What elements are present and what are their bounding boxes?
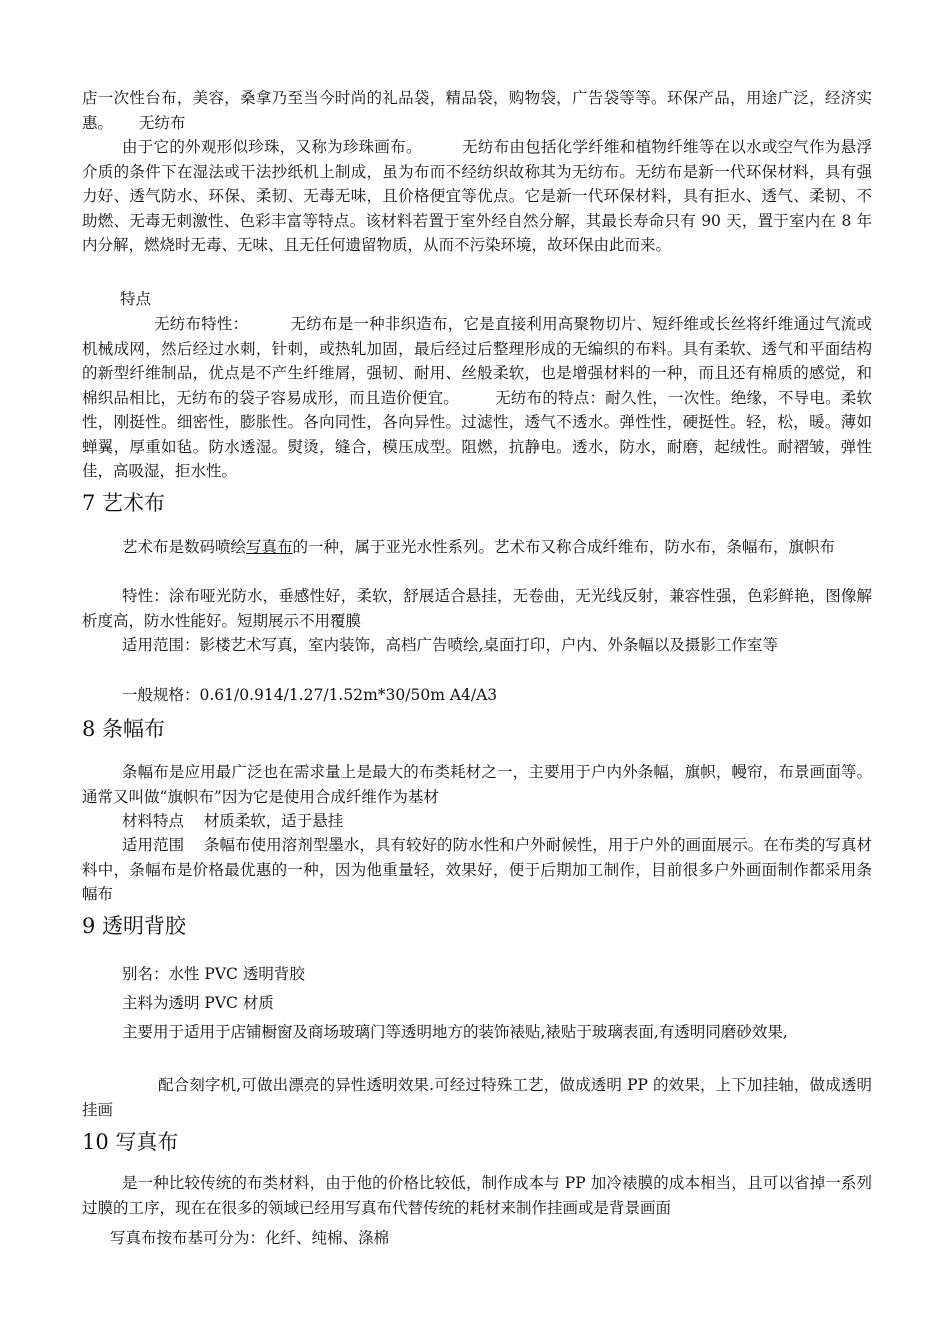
section-8-heading: 8 条幅布 — [82, 717, 166, 741]
section-10-p2: 写真布按布基可分为：化纤、纯棉、涤棉 — [110, 1229, 390, 1247]
features-label: 特点 — [120, 290, 152, 308]
features-list: 无纺布的特点：耐久性，一次性。绝缘，不导电。柔软性，刚挺性。细密性，膨胀性。各向同性，各向异性。过滤性，透气不透水。弹性性，硬挺性。轻，松，暖。薄如蝉翼，厚重如毡。防水透湿。熨烫，缝合，模压成型。阻燃，抗静电。透水，防水，耐磨，起绒性。耐褶皱，弹性佳，高吸湿，拒水性。 — [82, 388, 872, 480]
section-8-p3: 适用范围 条幅布使用溶剂型墨水，具有较好的防水性和户外耐候性，用于户外的画面展示。在布类的写真材料中，条幅布是价格最优惠的一种，因为他重量轻，效果好，便于后期加工制作，目前很多户外画面制作都采用条幅布 — [82, 836, 872, 903]
section-7-p1-b: 的一种，属于亚光水性系列。艺术布又称合成纤维布，防水布，条幅布，旗帜布 — [292, 538, 836, 556]
section-8-p1: 条幅布是应用最广泛也在需求量上是最大的布类耗材之一，主要用于户内外条幅，旗帜，幔帘，布景画面等。通常又叫做“旗帜布”因为它是使用合成纤维作为基材 — [82, 763, 872, 806]
features-paragraph — [82, 312, 872, 484]
section-7-p2: 特性：涂布哑光防水，垂感性好，柔软，舒展适合悬挂，无卷曲，无光线反射，兼容性强，色彩鲜艳，图像解析度高，防水性能好。短期展示不用覆膜 — [82, 587, 872, 630]
section-9-p2: 主料为透明 PVC 材质 — [122, 994, 274, 1012]
section-7-p1-a: 艺术布是数码喷绘 — [122, 538, 247, 556]
section-9-p3: 主要用于适用于店铺橱窗及商场玻璃门等透明地方的装饰裱贴,裱贴于玻璃表面,有透明同磨砂效果, — [122, 1023, 788, 1041]
section-10-heading: 10 写真布 — [82, 1130, 179, 1154]
features-body: 无纺布是一种非织造布，它是直接利用高聚物切片、短纤维或长丝将纤维通过气流或机械成网，然后经过水刺，针刺，或热轧加固，最后经过后整理形成的无编织的布料。具有柔软、透气和平面结构的新型纤维制品，优点是不产生纤维屑，强韧、耐用、丝般柔软，也是增强材料的一种，而且还有棉质的感觉，和棉织品相比，无纺布的袋子容易成形，而且造价便宜。 — [82, 315, 872, 407]
pearl-paragraph — [82, 135, 872, 258]
section-7-heading: 7 艺术布 — [82, 491, 166, 515]
section-8-p2: 材料特点 材质柔软，适于悬挂 — [122, 812, 344, 830]
section-10-p1: 是一种比较传统的布类材料，由于他的价格比较低，制作成本与 PP 加冷裱膜的成本相当，且可以省掉一系列过膜的工序，现在在很多的领域已经用写真布代替传统的耗材来制作挂画或是背景画面 — [82, 1174, 872, 1217]
intro-term: 无纺布 — [139, 113, 186, 132]
intro-text: 店一次性台布，美容，桑拿乃至当今时尚的礼品袋，精品袋，购物袋，广告袋等等。环保产品，用途广泛，经济实惠。 — [82, 89, 872, 132]
section-9-p4: 配合刻字机,可做出漂亮的异性透明效果.可经过特殊工艺，做成透明 PP 的效果，上下加挂轴，做成透明挂画 — [82, 1076, 872, 1119]
photo-cloth-link[interactable]: 写真布 — [246, 538, 293, 556]
features-head: 无纺布特性： — [154, 315, 249, 333]
intro-paragraph — [82, 86, 872, 135]
section-7-p1 — [82, 535, 872, 560]
definition-text: 无纺布由包括化学纤维和植物纤维等在以水或空气作为悬浮介质的条件下在湿法或干法抄纸机上制成，虽为布而不经纺织故称其为无纺布。无纺布是新一代环保材料，具有强力好、透气防水、环保、柔韧、无毒无味，且价格便宜等优点。它是新一代环保材料，具有拒水、透气、柔韧、不助燃、无毒无刺激性、色彩丰富等特点。该材料若置于室外经自然分解，其最长寿命只有 90 天，置于室内在 8 年内分解，燃烧时无毒、无味、且无任何遗留物质，从而不污染环境，故环保由此而来。 — [82, 138, 872, 254]
section-9-heading: 9 透明背胶 — [82, 914, 187, 938]
section-7-p4: 一般规格：0.61/0.914/1.27/1.52m*30/50m A4/A3 — [122, 686, 498, 704]
section-7-p3: 适用范围：影楼艺术写真，室内装饰，高档广告喷绘,桌面打印，户内、外条幅以及摄影工作室等 — [122, 636, 778, 654]
pearl-text: 由于它的外观形似珍珠，又称为珍珠画布。 — [122, 138, 422, 156]
section-9-p1: 别名：水性 PVC 透明背胶 — [122, 965, 305, 983]
